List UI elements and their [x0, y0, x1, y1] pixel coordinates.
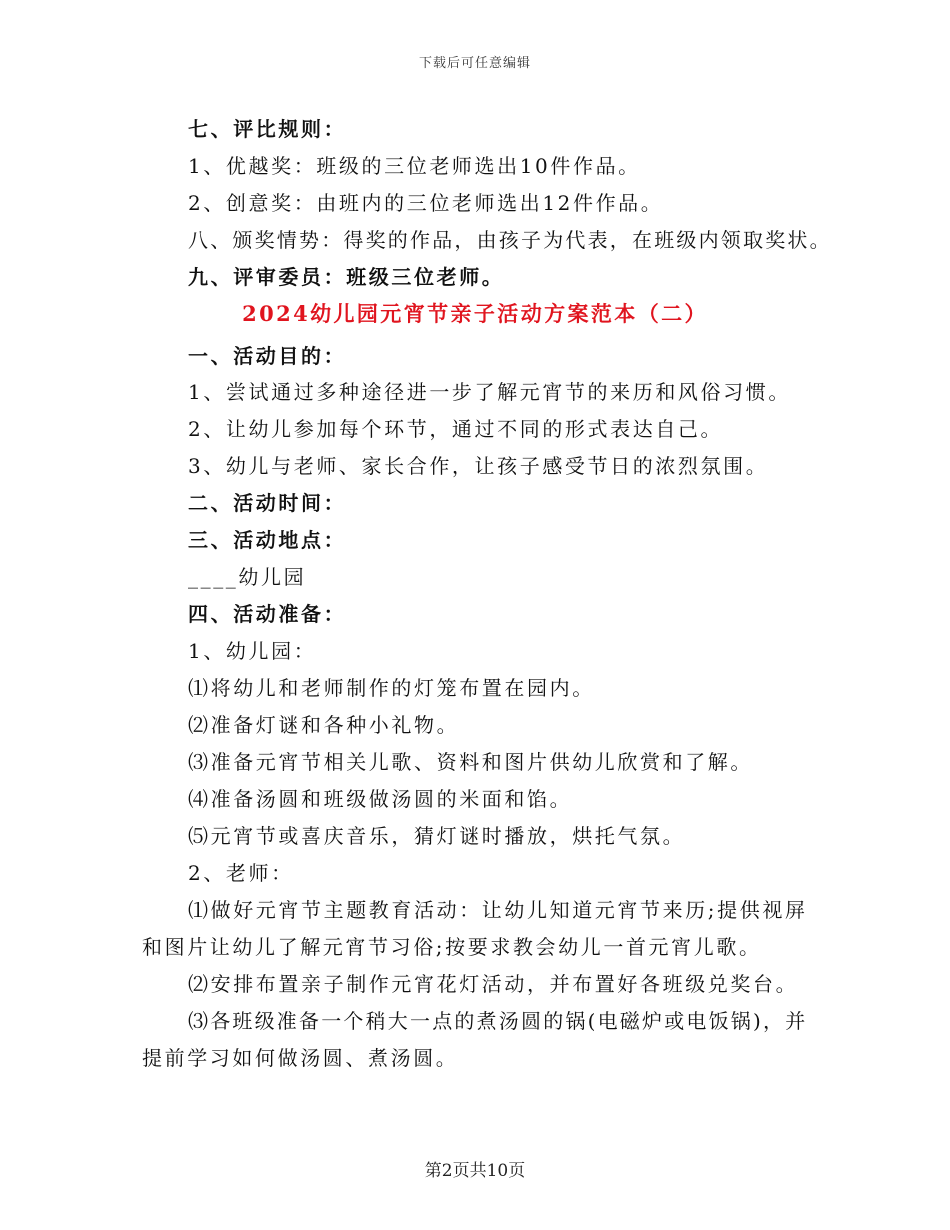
- part-4-sub-2: 2、老师：: [188, 861, 294, 885]
- part-4-sub-1-c: ⑶准备元宵节相关儿歌、资料和图片供幼儿欣赏和了解。: [188, 750, 753, 774]
- section-8-line: 八、颁奖情势：得奖的作品，由孩子为代表，在班级内领取奖状。: [188, 228, 832, 252]
- part-1-item-3: 3、幼儿与老师、家长合作，让孩子感受节日的浓烈氛围。: [188, 454, 769, 478]
- part-3-heading: 三、活动地点：: [188, 528, 347, 552]
- part-4-sub-1: 1、幼儿园：: [188, 639, 317, 663]
- part-4-sub-2-a-line-2: 和图片让幼儿了解元宵节习俗;按要求教会幼儿一首元宵儿歌。: [142, 935, 762, 959]
- part-4-sub-1-a: ⑴将幼儿和老师制作的灯笼布置在园内。: [188, 676, 595, 700]
- part-1-item-1: 1、尝试通过多种途径进一步了解元宵节的来历和风俗习惯。: [188, 380, 791, 404]
- part-4-sub-2-c-line-1: ⑶各班级准备一个稍大一点的煮汤圆的锅(电磁炉或电饭锅)，并: [188, 1009, 808, 1033]
- document-title: 2024幼儿园元宵节亲子活动方案范本（二）: [242, 301, 708, 326]
- part-4-heading: 四、活动准备：: [188, 602, 347, 626]
- part-4-sub-2-c-line-2: 提前学习如何做汤圆、煮汤圆。: [142, 1046, 459, 1070]
- part-4-sub-2-a-line-1: ⑴做好元宵节主题教育活动：让幼儿知道元宵节来历;提供视屏: [188, 898, 808, 922]
- part-4-sub-1-e: ⑸元宵节或喜庆音乐，猜灯谜时播放，烘托气氛。: [188, 824, 686, 848]
- part-3-location: ____幼儿园: [188, 565, 307, 589]
- section-9-line: 九、评审委员：班级三位老师。: [188, 265, 505, 289]
- part-1-item-2: 2、让幼儿参加每个环节，通过不同的形式表达自己。: [188, 417, 724, 441]
- part-4-sub-1-d: ⑷准备汤圆和班级做汤圆的米面和馅。: [188, 787, 573, 811]
- section-7-item-1: 1、优越奖：班级的三位老师选出10件作品。: [188, 154, 641, 178]
- section-7-heading: 七、评比规则：: [188, 117, 347, 141]
- section-7-item-2: 2、创意奖：由班内的三位老师选出12件作品。: [188, 191, 664, 215]
- part-2-heading: 二、活动时间：: [188, 491, 347, 515]
- part-1-heading: 一、活动目的：: [188, 344, 347, 368]
- page-footer-info: 第2页共10页: [424, 1161, 526, 1181]
- page-header-note: 下载后可任意编辑: [418, 56, 531, 71]
- part-4-sub-1-b: ⑵准备灯谜和各种小礼物。: [188, 713, 460, 737]
- part-4-sub-2-b: ⑵安排布置亲子制作元宵花灯活动，并布置好各班级兑奖台。: [188, 972, 799, 996]
